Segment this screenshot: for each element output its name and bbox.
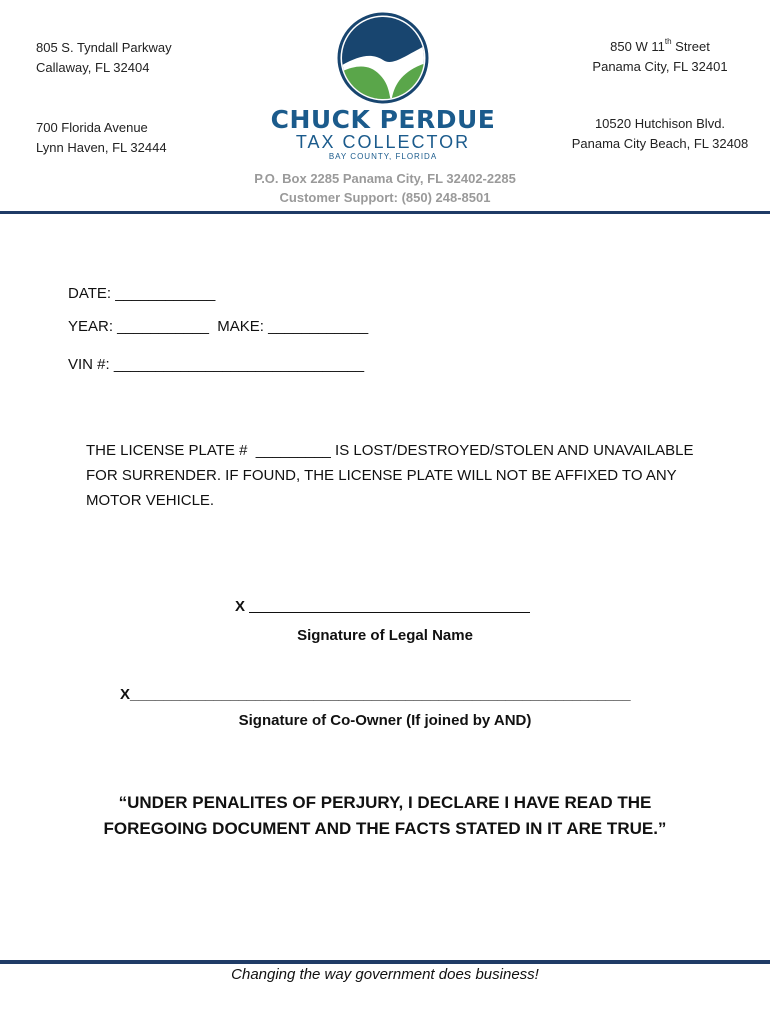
vin-field[interactable]: VIN #: ______________________________ [68,356,365,373]
address-line: Panama City, FL 32401 [592,59,728,74]
statement-line: MOTOR VEHICLE. [86,492,215,509]
footer-tagline: Changing the way government does business! [231,966,539,983]
signature-rule [249,612,530,613]
year-make-field[interactable]: YEAR: ___________ MAKE: ____________ [68,318,369,335]
declaration-line: FOREGOING DOCUMENT AND THE FACTS STATED IN IT ARE TRUE.” [103,819,667,838]
signature-x: X [235,598,246,615]
street-rest: Street [671,39,710,54]
co-owner-signature-line[interactable]: X____________________________________________________________ [120,686,631,703]
tax-collector-seal-icon [337,12,429,104]
address-callaway [36,38,172,78]
customer-support: Customer Support: (850) 248-8501 [279,190,491,205]
perjury-declaration [60,790,710,842]
footer-divider [0,960,770,964]
po-box: P.O. Box 2285 Panama City, FL 32402-2285 [254,171,516,186]
legal-name-signature-caption: Signature of Legal Name [297,627,473,644]
address-line: 805 S. Tyndall Parkway [36,40,172,55]
date-field[interactable]: DATE: ____________ [68,285,216,302]
brand-name: CHUCK PERDUE [270,105,496,134]
legal-name-signature-line[interactable] [235,598,530,615]
co-owner-signature-caption: Signature of Co-Owner (If joined by AND) [238,712,532,729]
ordinal-suffix: th [664,37,672,46]
plate-statement [86,438,706,513]
address-line: 10520 Hutchison Blvd. [594,116,726,131]
brand-county: BAY COUNTY, FLORIDA [328,152,438,161]
statement-line: THE LICENSE PLATE # _________ IS LOST/DESTROYED/STOLEN AND UNAVAILABLE [86,442,694,459]
address-panama-city-beach [570,114,750,154]
street-number: 850 W 11 [610,39,665,54]
address-lynn-haven [36,118,167,158]
statement-line: FOR SURRENDER. IF FOUND, THE LICENSE PLATE WILL NOT BE AFFIXED TO ANY [86,467,677,484]
brand-subtitle: TAX COLLECTOR [295,132,471,152]
address-line: Panama City Beach, FL 32408 [571,136,749,151]
address-panama-city [592,37,728,77]
address-line: Lynn Haven, FL 32444 [36,140,167,155]
address-line [592,37,728,57]
address-line: Callaway, FL 32404 [36,60,150,75]
address-line: 700 Florida Avenue [36,120,148,135]
declaration-line: “UNDER PENALITES OF PERJURY, I DECLARE I HAVE READ THE [118,793,652,812]
header-divider [0,211,770,214]
